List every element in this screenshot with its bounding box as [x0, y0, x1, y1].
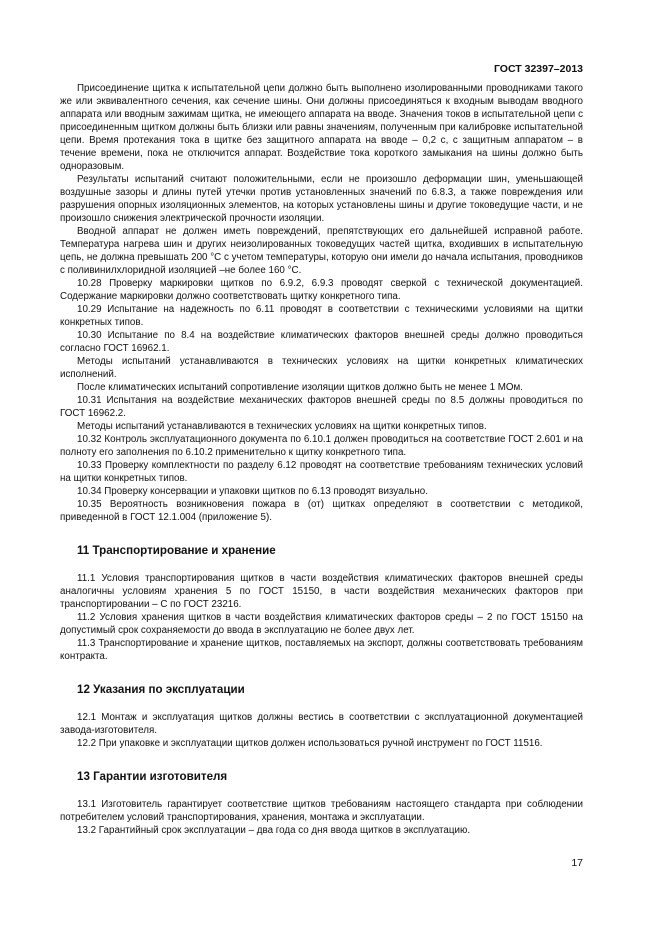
paragraph: Присоединение щитка к испытательной цепи должно быть выполнено изолированными проводниками такого же или эквивалентного сечения, как сечение шины. Они должны присоединяться к входным выводам вводного аппарата или вводным зажимам щитка, не имеющего аппарата на вводе. Значения токов в испытательной цепи с присоединенным щитком должны быть близки или равны значениям, полученным при калибровке испытательной цепи. Время протекания тока в щитке без защитного аппарата на вводе – 0,2 с, с защитным аппаратом – в течение времени, пока не отключится аппарат. Воздействие тока короткого замыкания на шины должно быть одноразовым. — [60, 83, 583, 172]
paragraph: Результаты испытаний считают положительными, если не произошло деформации шин, уменьшающей воздушные зазоры и длины путей утечки против установленных значений по 6.8.3, а также повреждения или разрушения опорных изоляционных элементов, на которых установлены шины и другие токоведущие части, и не произошло снижения электрической прочности изоляции. — [60, 174, 583, 224]
paragraph: 11.3 Транспортирование и хранение щитков, поставляемых на экспорт, должны соответствовать требованиям контракта. — [60, 638, 583, 662]
paragraph: 10.32 Контроль эксплуатационного документа по 6.10.1 должен проводиться на соответствие ГОСТ 2.601 и на полноту его заполнения по 6.10.2 применительно к щитку конкретного типа. — [60, 434, 583, 458]
document-code: ГОСТ 32397–2013 — [493, 63, 583, 75]
page-number: 17 — [571, 857, 583, 869]
paragraph: 10.33 Проверку комплектности по разделу 6.12 проводят на соответствие требованиям технических условий на щитки конкретных типов. — [60, 460, 583, 484]
paragraph: 10.35 Вероятность возникновения пожара в (от) щитках определяют в соответствии с методикой, приведенной в ГОСТ 12.1.004 (приложение 5). — [60, 499, 583, 523]
paragraph: 11.1 Условия транспортирования щитков в части воздействия климатических факторов внешней среды аналогичны условиям хранения 5 по ГОСТ 15150, в части воздействия механических факторов при транспортировании – С по ГОСТ 23216. — [60, 573, 583, 610]
paragraph: 10.29 Испытание на надежность по 6.11 проводят в соответствии с техническими условиями на щитки конкретных типов. — [60, 304, 583, 328]
paragraph: 10.31 Испытания на воздействие механических факторов внешней среды по 8.5 должны проводиться по ГОСТ 16962.2. — [60, 395, 583, 419]
paragraph: Вводной аппарат не должен иметь повреждений, препятствующих его дальнейшей исправной работе. Температура нагрева шин и других неизолированных токоведущих частей щитка, входивших в испытательную цепь, не должна превышать 200 °С с учетом температуры, которую они имели до начала испытания, проводников с поливинилхлоридной изоляцией –не более 160 °С. — [60, 226, 583, 276]
paragraph: 10.30 Испытание по 8.4 на воздействие климатических факторов внешней среды должно проводиться согласно ГОСТ 16962.1. — [60, 330, 583, 354]
paragraph: 13.2 Гарантийный срок эксплуатации – два года со дня ввода щитков в эксплуатацию. — [77, 825, 471, 836]
section-heading-11: 11 Транспортирование и хранение — [77, 544, 276, 557]
section-heading-13: 13 Гарантии изготовителя — [77, 770, 228, 783]
section-heading-12: 12 Указания по эксплуатации — [77, 683, 245, 696]
document-body — [60, 82, 583, 837]
paragraph: 13.1 Изготовитель гарантирует соответствие щитков требованиям настоящего стандарта при соблюдении потребителем условий транспортирования, хранения, монтажа и эксплуатации. — [60, 799, 583, 823]
paragraph: 12.1 Монтаж и эксплуатация щитков должны вестись в соответствии с эксплуатационной документацией завода-изготовителя. — [60, 712, 583, 736]
paragraph: 11.2 Условия хранения щитков в части воздействия климатических факторов среды – 2 по ГОСТ 15150 на допустимый срок сохраняемости до ввода в эксплуатацию не более двух лет. — [60, 612, 583, 636]
paragraph: 10.34 Проверку консервации и упаковки щитков по 6.13 проводят визуально. — [77, 486, 428, 497]
paragraph: 12.2 При упаковке и эксплуатации щитков должен использоваться ручной инструмент по ГОСТ 11516. — [77, 738, 543, 749]
paragraph: Методы испытаний устанавливаются в технических условиях на щитки конкретных типов. — [77, 421, 487, 432]
paragraph: Методы испытаний устанавливаются в технических условиях на щитки конкретных климатических исполнений. — [60, 356, 583, 380]
paragraph: После климатических испытаний сопротивление изоляции щитков должно быть не менее 1 МОм. — [77, 382, 523, 393]
paragraph: 10.28 Проверку маркировки щитков по 6.9.2, 6.9.3 проводят сверкой с технической документацией. Содержание маркировки должно соответствовать щитку конкретного типа. — [60, 278, 583, 302]
